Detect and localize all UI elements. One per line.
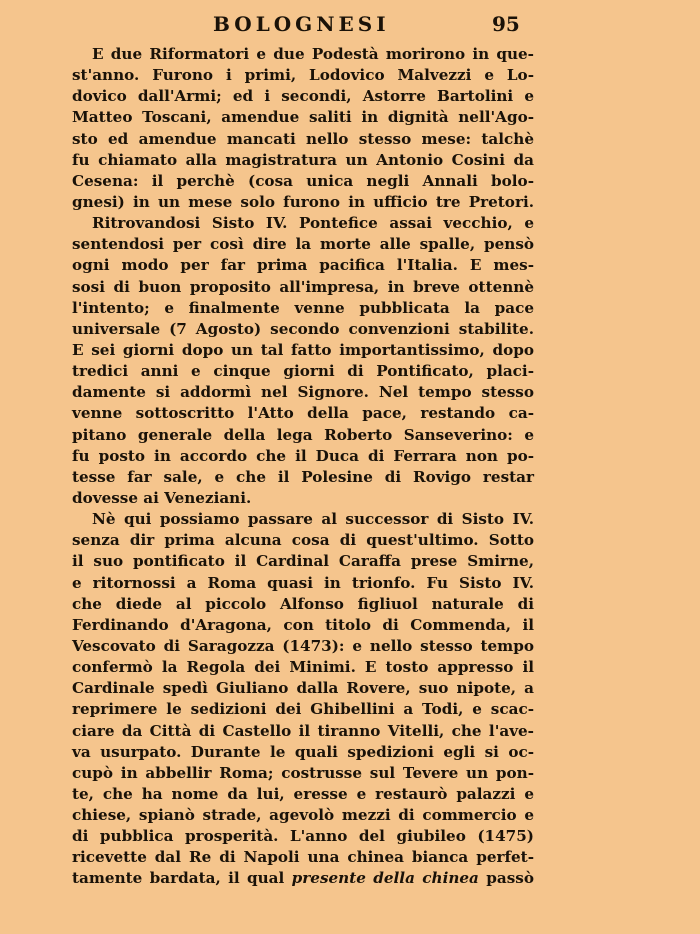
text-line: ricevette dal Re di Napoli una chinea bianca perfet- — [72, 848, 534, 867]
text-line: sto ed amendue mancati nello stesso mese: talchè — [72, 129, 534, 148]
text-line: E due Riformatori e due Podestà morirono in que- — [92, 45, 534, 63]
text-line: Matteo Toscani, amendue saliti in dignità nell'Ago- — [72, 108, 534, 127]
text-line: damente si addormì nel Signore. Nel tempo stesso — [72, 383, 534, 402]
text-line: ciare da Città di Castello il tiranno Vitelli, che l'ave- — [72, 721, 534, 740]
text-line: st'anno. Furono i primi, Lodovico Malvezzi e Lo- — [72, 66, 534, 85]
text-line: cupò in abbellir Roma; costrusse sul Tevere un pon- — [72, 763, 534, 782]
text-line: Cesena: il perchè (cosa unica negli Annali bolo- — [72, 171, 534, 190]
text-line: chiese, spianò strade, agevolò mezzi di commercio e — [72, 806, 534, 825]
text-line: senza dir prima alcuna cosa di quest'ultimo. Sotto — [72, 531, 534, 550]
text-line: di pubblica prosperità. L'anno del giubileo (1475) — [72, 827, 534, 846]
text-line: tesse far sale, e che il Polesine di Rovigo restar — [72, 467, 534, 486]
text-line: Nè qui possiamo passare al successor di Sisto IV. — [92, 510, 534, 529]
text-line: Cardinale spedì Giuliano dalla Rovere, suo nipote, a — [72, 679, 534, 698]
text-line: fu chiamato alla magistratura un Antonio Cosini da — [72, 150, 534, 169]
text-line: e ritornossi a Roma quasi in trionfo. Fu Sisto IV. — [72, 573, 534, 592]
text-line: fu posto in accordo che il Duca di Ferrara non po- — [72, 446, 534, 465]
text-line: ogni modo per far prima pacifica l'Italia. E mes- — [72, 256, 534, 275]
text-line: pitano generale della lega Roberto Sanseverino: e — [72, 425, 534, 444]
text-line: sosi di buon proposito all'impresa, in breve ottennè — [72, 277, 534, 296]
text-line-start: tamente bardata, il qual — [72, 869, 285, 888]
body-text — [72, 44, 534, 890]
text-line: Vescovato di Saragozza (1473): e nello stesso tempo — [72, 636, 534, 655]
text-line: universale (7 Agosto) secondo convenzioni stabilite. — [72, 319, 534, 338]
text-line: te, che ha nome da lui, eresse e restaurò palazzi e — [72, 784, 534, 803]
text-line: Ferdinando d'Aragona, con titolo di Commenda, il — [72, 615, 534, 634]
text-line: dovico dall'Armi; ed i secondi, Astorre Bartolini e — [72, 87, 534, 106]
text-line: sentendosi per così dire la morte alle spalle, pensò — [72, 235, 534, 254]
page-number: 95 — [492, 12, 520, 36]
text-line: gnesi) in un mese solo furono in ufficio tre Pretori. — [72, 192, 534, 211]
text-line: l'intento; e finalmente venne pubblicata la pace — [72, 298, 534, 317]
text-line: che diede al piccolo Alfonso figliuol naturale di — [72, 594, 534, 613]
text-line: E sei giorni dopo un tal fatto importantissimo, dopo — [72, 340, 534, 359]
running-head — [0, 10, 700, 40]
text-line: il suo pontificato il Cardinal Caraffa prese Smirne, — [72, 552, 534, 571]
running-title: BOLOGNESI — [213, 12, 390, 36]
text-line: dovesse ai Veneziani. — [72, 488, 252, 507]
text-line: va usurpato. Durante le quali spedizioni egli si oc- — [72, 742, 534, 761]
italic-phrase: presente della chinea — [291, 869, 479, 888]
text-line: Ritrovandosi Sisto IV. Pontefice assai vecchio, e — [92, 214, 534, 233]
text-line: tredici anni e cinque giorni di Pontificato, placi- — [72, 362, 534, 381]
text-line: venne sottoscritto l'Atto della pace, restando ca- — [72, 404, 534, 423]
text-line-last — [72, 868, 534, 889]
text-line: confermò la Regola dei Minimi. E tosto appresso il — [72, 658, 534, 677]
text-line-end: passò — [486, 869, 534, 888]
text-line: reprimere le sedizioni dei Ghibellini a Todi, e scac- — [72, 700, 534, 719]
